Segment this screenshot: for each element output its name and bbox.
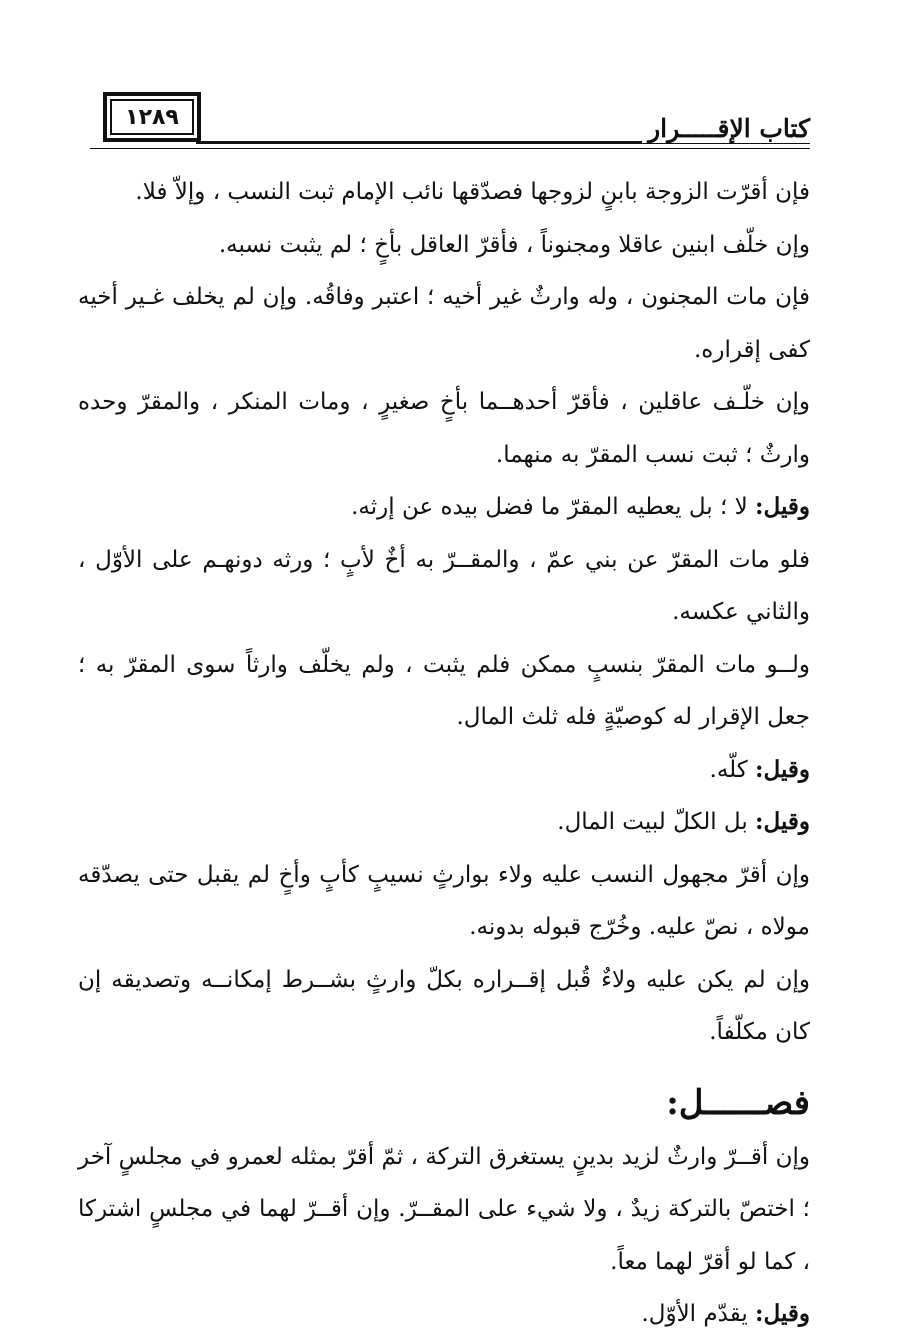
body-text — [78, 166, 810, 1341]
paragraph — [78, 744, 810, 797]
paragraph-lead: وقيل: — [755, 493, 810, 520]
paragraph-lead: وقيل: — [755, 755, 810, 783]
paragraph-lead: وقيل: — [755, 808, 810, 835]
paragraph-text: وإن خلّف ابنين عاقلا ومجنوناً ، فأقرّ العاقل بأخٍ ؛ لم يثبت نسبه. — [218, 231, 810, 258]
paragraph — [78, 796, 810, 849]
paragraph-text: كلّه. — [709, 756, 756, 783]
paragraph — [78, 376, 810, 481]
section-heading: فصــــــل: — [666, 1082, 810, 1123]
page-number-frame — [103, 92, 201, 142]
paragraph-text: وإن لم يكن عليه ولاءٌ قُبل إقــراره بكلّ وارثٍ بشــرط إمكانــه وتصديقه إن كان مكلّفاً. — [78, 966, 810, 1045]
paragraph — [78, 849, 810, 954]
page-number: ١٢٨٩ — [125, 104, 179, 130]
paragraph-text: وإن خلّـف عاقلين ، فأقرّ أحدهــما بأخٍ صغيرٍ ، ومات المنكر ، والمقرّ وحده وارثٌ ؛ ثبت نسب المقرّ به منهما. — [78, 389, 810, 468]
paragraph-text: وإن أقــرّ وارثٌ لزيد بدينٍ يستغرق التركة ، ثمّ أقرّ بمثله لعمرو في مجلسٍ آخر ؛ اختصّ بالتركة زيدٌ ، ولا شيء على المقــرّ. وإن أقــرّ لهما في مجلسٍ اشتركا ، كما لو أقرّ لهما معاً. — [78, 1143, 810, 1275]
paragraph — [78, 219, 810, 272]
paragraph — [78, 481, 810, 534]
paragraph-text: فإن أقرّت الزوجة بابنٍ لزوجها فصدّقها نائب الإمام ثبت النسب ، وإلاّ فلا. — [135, 179, 810, 205]
paragraph-text: ولــو مات المقرّ بنسبٍ ممكن فلم يثبت ، ولم يخلّف وارثاً سوى المقرّ به ؛ جعل الإقرار له كوصيّةٍ فله ثلث المال. — [78, 651, 810, 730]
paragraph-lead: وقيل: — [755, 1300, 810, 1327]
paragraph — [78, 1131, 810, 1289]
paragraph — [78, 954, 810, 1059]
paragraph — [78, 534, 810, 639]
paragraph — [78, 1288, 810, 1341]
paragraph-text: بل الكلّ لبيت المال. — [557, 809, 756, 835]
running-title: كتاب الإقـــــرار — [642, 114, 810, 143]
paragraph — [78, 271, 810, 376]
paragraph-text: فإن مات المجنون ، وله وارثٌ غير أخيه ؛ اعتبر وفاقُه. وإن لم يخلف غـير أخيه كفى إقراره. — [78, 284, 810, 363]
paragraph-text: فلو مات المقرّ عن بني عمّ ، والمقــرّ به أخٌ لأبٍ ؛ ورثه دونهـم على الأوّل ، والثاني عكسه. — [78, 546, 810, 625]
header-rule-thin — [90, 148, 810, 149]
paragraph — [78, 639, 810, 744]
paragraph-text: لا ؛ بل يعطيه المقرّ ما فضل بيده عن إرثه. — [351, 494, 756, 520]
paragraph-text: يقدّم الأوّل. — [641, 1301, 756, 1327]
paragraph — [78, 166, 810, 219]
paragraph-text: وإن أقرّ مجهول النسب عليه ولاء بوارثٍ نسيبٍ كأبٍ وأخٍ لم يقبل حتى يصدّقه مولاه ، نصّ عليه. وخُرّج قبوله بدونه. — [78, 861, 810, 940]
